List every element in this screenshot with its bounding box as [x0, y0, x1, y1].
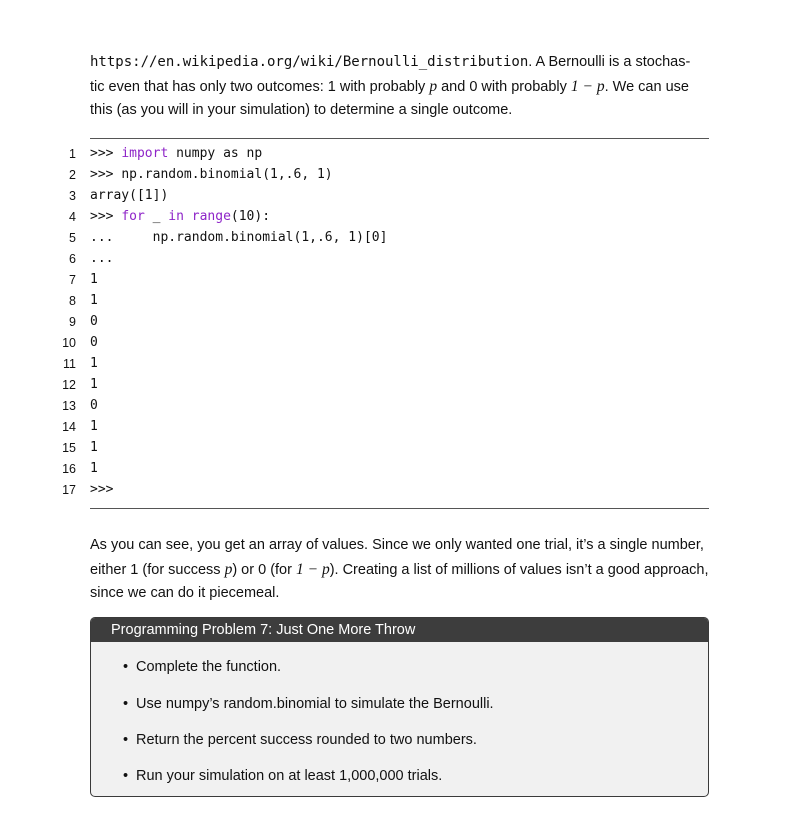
code-text: 1: [90, 272, 98, 287]
code-text: 1: [90, 356, 98, 371]
code-text: 0: [90, 314, 98, 329]
code-text: 0: [90, 335, 98, 350]
code-line: [0, 207, 794, 228]
code-text: 1: [90, 377, 98, 392]
intro-paragraph: [90, 51, 710, 123]
code-text: 0: [90, 398, 98, 413]
code-line: [0, 459, 794, 480]
code-line: [0, 417, 794, 438]
intro-text-4: . We can use: [604, 78, 689, 95]
code-line: [0, 249, 794, 270]
code-line: [0, 165, 794, 186]
line-number: 17: [62, 483, 76, 497]
list-item: • Run your simulation on at least 1,000,000 trials.: [123, 768, 443, 784]
code-line: [0, 480, 794, 501]
intro-text-1: . A Bernoulli is a stochas-: [528, 54, 691, 70]
code-text: >>> np.random.binomial(1,.6, 1): [90, 167, 333, 182]
line-number: 11: [63, 357, 76, 371]
code-line: [0, 375, 794, 396]
code-line: [0, 438, 794, 459]
line-number: 3: [69, 189, 76, 203]
list-item: • Use numpy’s random.binomial to simulate the Bernoulli.: [123, 696, 494, 712]
explanation-paragraph: [90, 534, 710, 606]
line-number: 5: [69, 231, 76, 245]
line-number: 9: [69, 315, 76, 329]
line-number: 2: [69, 168, 76, 182]
wikipedia-url[interactable]: https://en.wikipedia.org/wiki/Bernoulli_distribution: [90, 54, 529, 70]
one-minus-p: 1 − p: [295, 560, 330, 578]
code-line: [0, 144, 794, 165]
code-text: ...: [90, 251, 114, 266]
intro-text-3: and 0 with probably: [437, 78, 571, 95]
code-text: 1: [90, 461, 98, 476]
code-text: array([1]): [90, 188, 169, 203]
line-number: 7: [69, 273, 76, 287]
code-top-rule: [90, 138, 709, 139]
list-item: • Return the percent success rounded to two numbers.: [123, 732, 477, 748]
line-number: 13: [62, 399, 76, 413]
list-item: • Complete the function.: [123, 659, 282, 675]
line-number: 12: [62, 378, 76, 392]
code-line: [0, 354, 794, 375]
code-line: [0, 228, 794, 249]
line-number: 1: [69, 147, 76, 161]
line-number: 10: [62, 336, 76, 350]
code-text: >>> import numpy as np: [90, 146, 263, 161]
code-text: >>> for _ in range(10):: [90, 209, 271, 224]
explanation-line-3: since we can do it piecemeal.: [90, 585, 280, 601]
code-text: 1: [90, 440, 98, 455]
code-line: [0, 186, 794, 207]
explanation-line-2a: either 1 (for success: [90, 561, 225, 578]
explanation-line-2b: ) or 0 (for: [232, 561, 296, 578]
code-bottom-rule: [90, 508, 709, 509]
line-number: 15: [62, 441, 76, 455]
bullet-icon: •: [123, 659, 129, 675]
programming-problem-box: [90, 617, 709, 797]
one-minus-p: 1 − p: [570, 77, 605, 95]
bullet-icon: •: [123, 696, 129, 712]
code-text: >>>: [90, 482, 114, 497]
intro-text-2: tic even that has only two outcomes: 1 with probably: [90, 78, 430, 95]
line-number: 14: [62, 420, 76, 434]
code-text: 1: [90, 419, 98, 434]
line-number: 8: [69, 294, 76, 308]
p-symbol: p: [429, 77, 438, 95]
line-number: 16: [62, 462, 76, 476]
p-symbol: p: [224, 560, 233, 578]
code-text: ... np.random.binomial(1,.6, 1)[0]: [90, 230, 388, 245]
code-line: [0, 396, 794, 417]
problem-title: Programming Problem 7: Just One More Throw: [91, 618, 708, 642]
code-line: [0, 291, 794, 312]
explanation-line-1: As you can see, you get an array of values. Since we only wanted one trial, it’s a single number,: [90, 537, 704, 553]
bullet-icon: •: [123, 732, 129, 748]
intro-text-5: this (as you will in your simulation) to determine a single outcome.: [90, 102, 513, 118]
code-text: 1: [90, 293, 98, 308]
bullet-icon: •: [123, 768, 129, 784]
code-line: [0, 270, 794, 291]
explanation-line-2c: ). Creating a list of millions of values isn’t a good approach,: [329, 561, 709, 578]
code-line: [0, 333, 794, 354]
line-number: 6: [69, 252, 76, 266]
line-number: 4: [69, 210, 76, 224]
code-line: [0, 312, 794, 333]
